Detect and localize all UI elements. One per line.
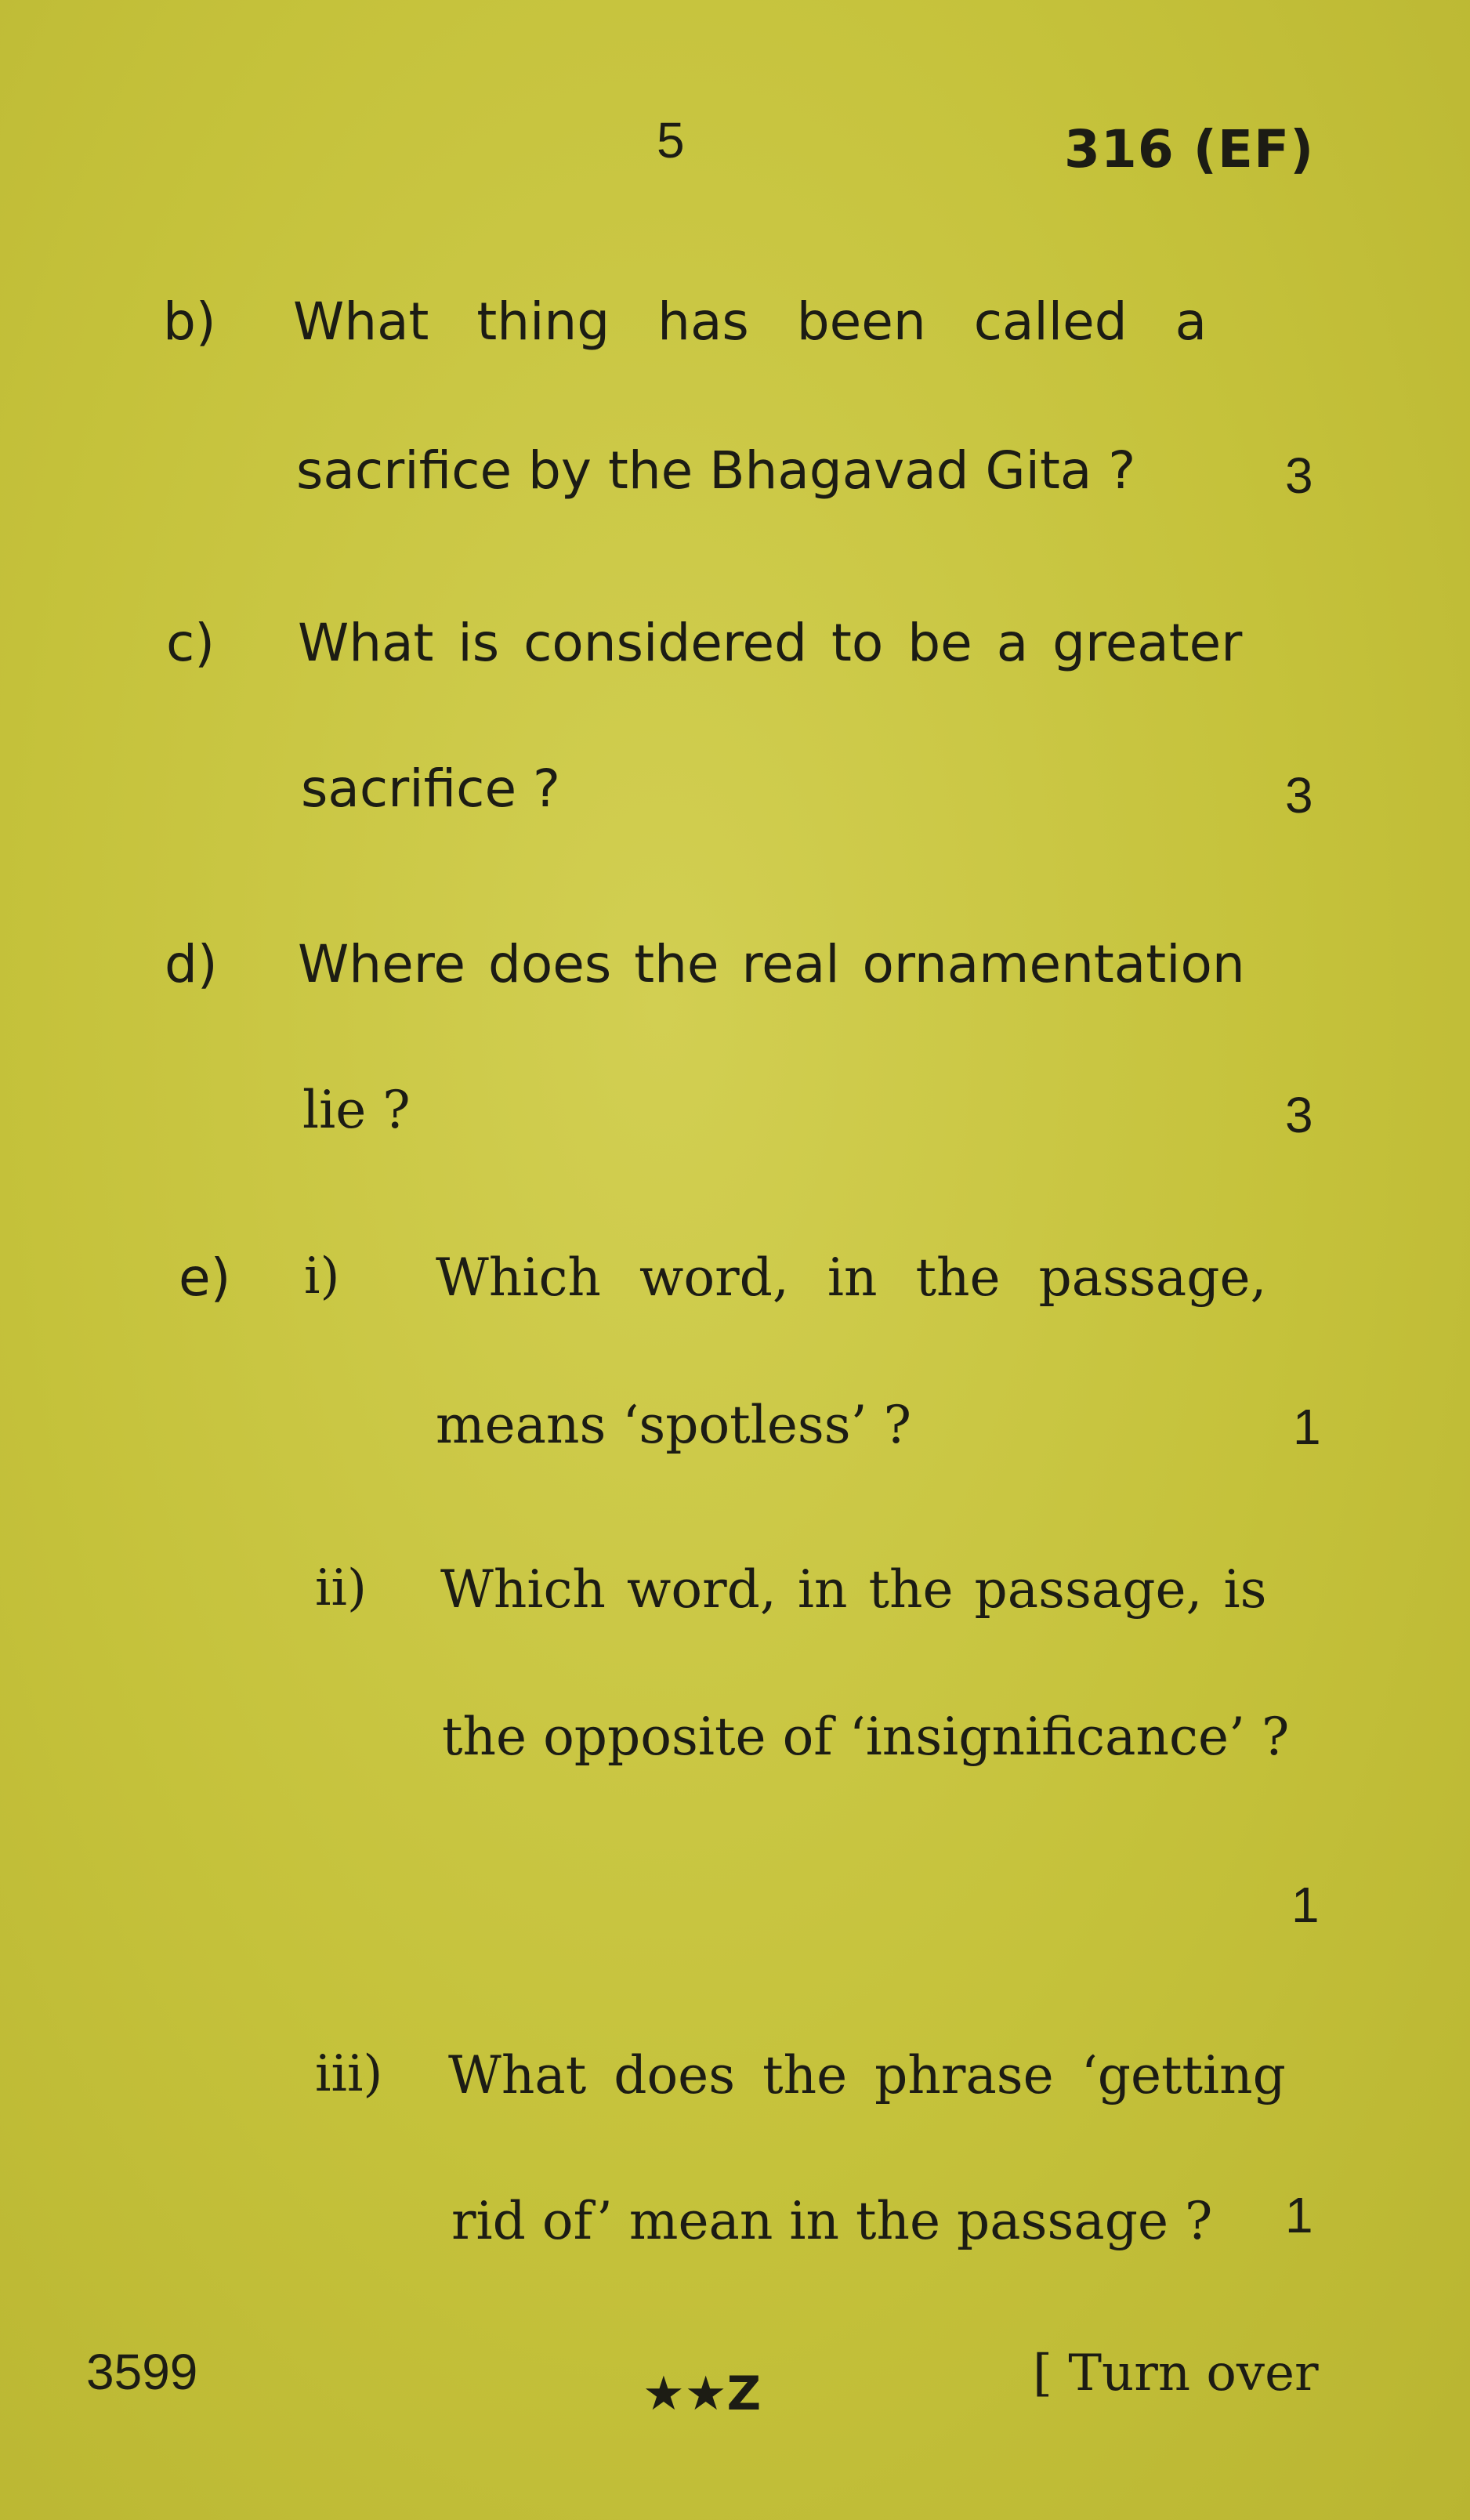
subquestion-iii-marks: 1 bbox=[1285, 2187, 1313, 2243]
subquestion-i-label: i) bbox=[304, 1247, 340, 1305]
subquestion-ii-line2: the opposite of ‘insignificance’ ? bbox=[442, 1707, 1290, 1767]
subquestion-ii-label: ii) bbox=[315, 1559, 367, 1617]
subquestion-ii-line1: Which word, in the passage, is bbox=[440, 1559, 1267, 1620]
subquestion-iii-label: iii) bbox=[315, 2045, 383, 2103]
subquestion-iii-line2: rid of’ mean in the passage ? bbox=[451, 2191, 1213, 2251]
question-b-line1: What thing has been called a bbox=[293, 291, 1208, 352]
subquestion-i-line1: Which word, in the passage, bbox=[436, 1247, 1267, 1308]
question-b-label: b) bbox=[163, 291, 216, 352]
turn-over-note: [ Turn over bbox=[1033, 2344, 1319, 2402]
question-c-line2: sacrifice ? bbox=[301, 759, 561, 819]
question-d-label: d) bbox=[165, 934, 218, 994]
question-e-label: e) bbox=[179, 1247, 231, 1308]
subquestion-i-marks: 1 bbox=[1293, 1399, 1321, 1455]
footer-stars: ★★Z bbox=[643, 2366, 762, 2421]
question-b-marks: 3 bbox=[1285, 447, 1313, 504]
page-number: 5 bbox=[657, 112, 685, 168]
footer-code: 3599 bbox=[86, 2344, 198, 2400]
question-d-line2: lie ? bbox=[302, 1080, 411, 1140]
question-c-label: c) bbox=[166, 613, 215, 673]
question-d-line1: Where does the real ornamentation bbox=[298, 934, 1245, 994]
question-c-marks: 3 bbox=[1285, 767, 1313, 824]
question-d-marks: 3 bbox=[1285, 1087, 1313, 1143]
subquestion-ii-marks: 1 bbox=[1291, 1877, 1320, 1933]
subquestion-iii-line1: What does the phrase ‘getting bbox=[448, 2045, 1286, 2105]
subquestion-i-line2: means ‘spotless’ ? bbox=[436, 1395, 911, 1455]
question-b-line2: sacrifice by the Bhagavad Gita ? bbox=[296, 440, 1136, 501]
paper-code: 316 (EF) bbox=[1064, 119, 1315, 179]
question-c-line1: What is considered to be a greater bbox=[298, 613, 1243, 673]
